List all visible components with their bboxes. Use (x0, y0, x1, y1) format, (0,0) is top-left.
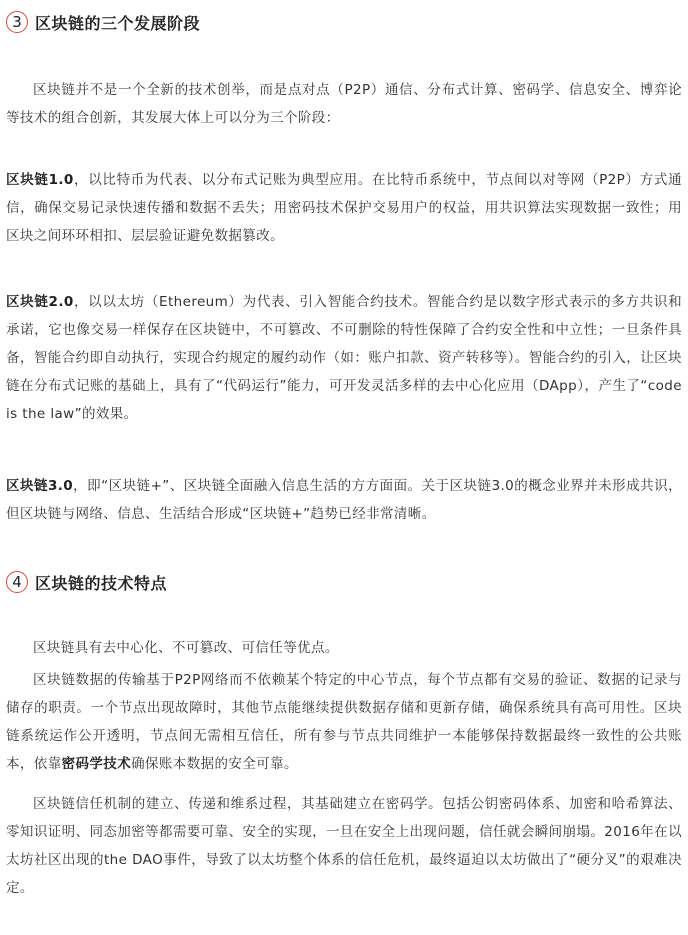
p2-bold-term: 密码学技术 (61, 756, 132, 772)
p2-text-after: 确保账本数据的安全可靠。 (131, 756, 298, 772)
section-3-heading (6, 8, 200, 36)
section-title: 区块链的三个发展阶段 (35, 13, 201, 33)
section-number-circle: 3 (6, 11, 28, 33)
features-paragraph-1: 区块链具有去中心化、不可篡改、可信任等优点。 (33, 640, 339, 656)
features-paragraph-3: 区块链信任机制的建立、传递和维系过程，其基础建立在密码学。包括公钥密码体系、加密和哈希算法、零知识证明、同态加密等都需要可靠、安全的实现，一旦在安全上出现问题，信任就会瞬间崩塌。2016年在以太坊社区出现的the DAO事件，导致了以太坊整个体系的信任危机，最终逼迫以太坊做出了“硬分叉”的艰难决定。 (6, 796, 682, 896)
stage-3-paragraph (6, 472, 682, 528)
features-paragraph-2 (6, 666, 682, 778)
stage-1-label: 区块链1.0 (6, 172, 74, 188)
section-title: 区块链的技术特点 (35, 573, 168, 593)
p2-text-before: 区块链数据的传输基于P2P网络而不依赖某个特定的中心节点，每个节点都有交易的验证、数据的记录与储存的职责。一个节点出现故障时，其他节点能继续提供数据存储和更新存储，确保系统具有高可用性。区块链系统运作公开透明，节点间无需相互信任，所有参与节点共同维护一本能够保持数据最终一致性的公共账本，依靠 (6, 672, 682, 772)
stage-1-paragraph (6, 166, 682, 250)
stage-2-text: ，以以太坊（Ethereum）为代表、引入智能合约技术。智能合约是以数字形式表示的多方共识和承诺，它也像交易一样保存在区块链中，不可篡改、不可删除的特性保障了合约安全性和中立性；一旦条件具备，智能合约即自动执行，实现合约规定的履约动作（如：账户扣款、资产转移等）。智能合约的引入，让区块链在分布式记账的基础上，具有了“代码运行”能力，可开发灵活多样的去中心化应用（DApp），产生了“code is the law”的效果。 (6, 294, 682, 422)
stage-2-paragraph (6, 288, 682, 428)
intro-paragraph: 区块链并不是一个全新的技术创举，而是点对点（P2P）通信、分布式计算、密码学、信息安全、博弈论等技术的组合创新，其发展大体上可以分为三个阶段： (6, 82, 682, 126)
stage-3-text: ，即“区块链+”、区块链全面融入信息生活的方方面面。关于区块链3.0的概念业界并未形成共识，但区块链与网络、信息、生活结合形成“区块链+”趋势已经非常清晰。 (6, 478, 682, 522)
stage-1-text: ，以比特币为代表、以分布式记账为典型应用。在比特币系统中，节点间以对等网（P2P）方式通信，确保交易记录快速传播和数据不丢失；用密码技术保护交易用户的权益，用共识算法实现数据一致性；用区块之间环环相扣、层层验证避免数据篡改。 (6, 172, 682, 244)
stage-2-label: 区块链2.0 (6, 294, 74, 310)
section-number-circle: 4 (6, 571, 28, 593)
section-4-heading (6, 568, 167, 596)
stage-3-label: 区块链3.0 (6, 478, 74, 494)
